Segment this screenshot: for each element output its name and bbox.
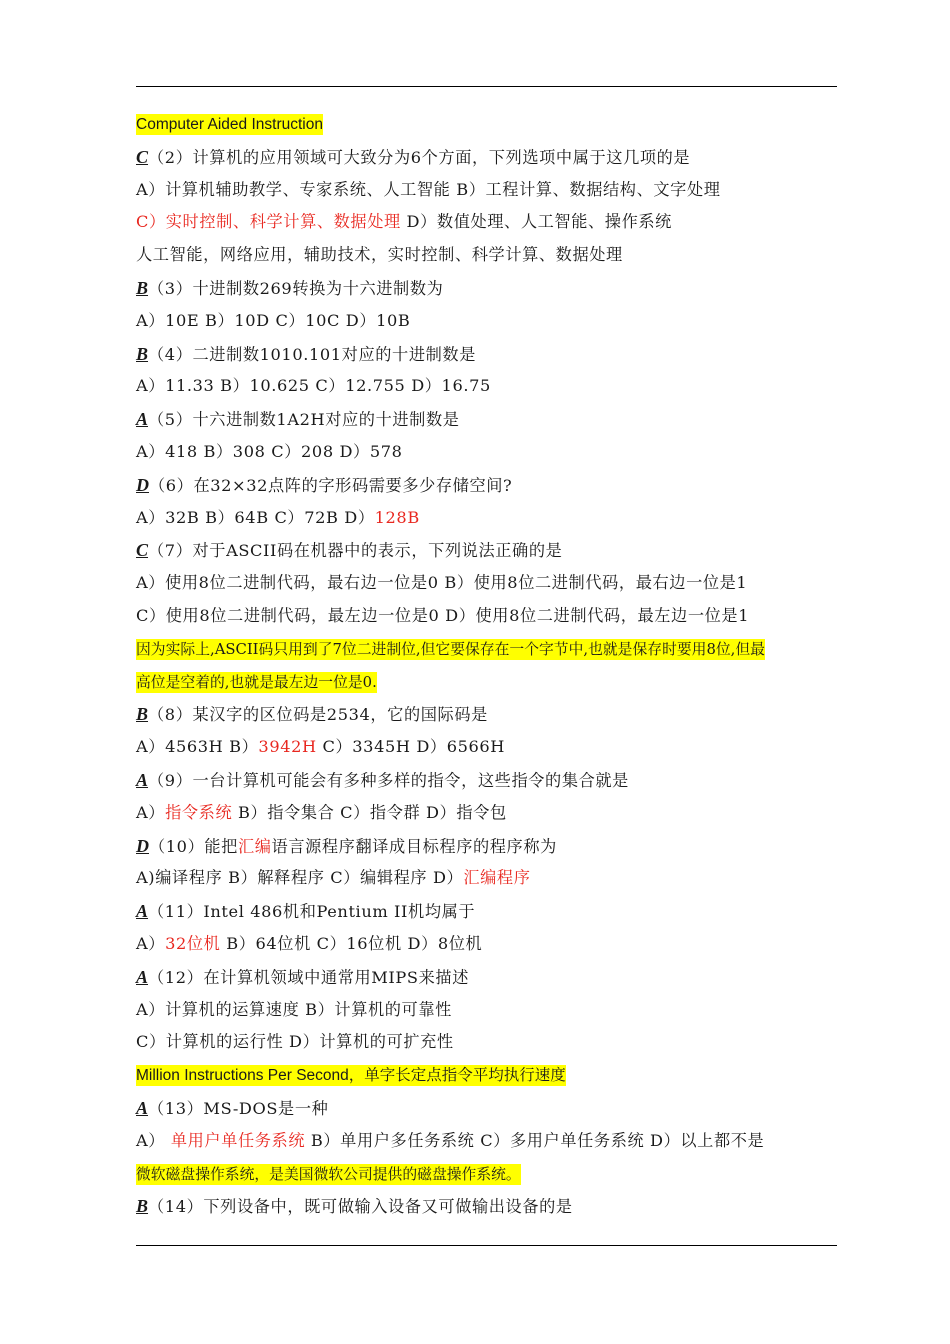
option-text: A)编译程序 B）解释程序 C）编辑程序 D） <box>136 868 464 888</box>
correct-option: 汇编程序 <box>463 868 531 888</box>
answer-letter: B <box>136 277 149 298</box>
highlight-note <box>136 108 837 141</box>
option-text: A） <box>136 933 166 953</box>
question-emphasis: 汇编 <box>237 836 272 856</box>
question-line <box>136 469 837 502</box>
question-text: （2）计算机的应用领域可大致分为6个方面，下列选项中属于这几项的是 <box>148 147 691 167</box>
question-text: （12）在计算机领域中通常用MIPS来描述 <box>148 967 469 987</box>
highlight-note <box>136 633 837 666</box>
option-text: A）计算机的运算速度 B）计算机的可靠性 <box>136 999 452 1019</box>
answer-letter: A <box>136 769 149 790</box>
option-text: A）11.33 B）10.625 C）12.755 D）16.75 <box>136 376 491 396</box>
question-line <box>136 403 837 436</box>
header-rule <box>136 86 837 87</box>
correct-option: 128B <box>374 507 420 527</box>
highlight-text: Million Instructions Per Second，单字长定点指令平均执行速度 <box>136 1067 566 1085</box>
option-line <box>136 239 837 272</box>
answer-letter: A <box>136 966 149 987</box>
answer-letter: B <box>136 343 149 364</box>
question-text: （9）一台计算机可能会有多种多样的指令，这些指令的集合就是 <box>148 770 629 790</box>
answer-letter: A <box>136 1097 149 1118</box>
correct-option: C）实时控制、科学计算、数据处理 <box>136 212 401 232</box>
answer-letter: C <box>136 146 149 167</box>
highlight-text: 微软磁盘操作系统，是美国微软公司提供的磁盘操作系统。 <box>136 1165 521 1183</box>
option-line <box>136 1125 837 1158</box>
question-text: （14）下列设备中，既可做输入设备又可做输出设备的是 <box>148 1197 573 1217</box>
option-text: D）数值处理、人工智能、操作系统 <box>400 212 672 232</box>
footer-rule <box>136 1245 837 1246</box>
highlight-text: 因为实际上,ASCII码只用到了7位二进制位,但它要保存在一个字节中,也就是保存时要用8位,但最 <box>136 640 765 658</box>
option-line <box>136 370 837 403</box>
option-text: A）使用8位二进制代码，最右边一位是0 B）使用8位二进制代码，最右边一位是1 <box>136 573 748 593</box>
option-text: A） <box>136 1130 171 1150</box>
option-text: C）使用8位二进制代码，最左边一位是0 D）使用8位二进制代码，最左边一位是1 <box>136 605 750 625</box>
answer-letter: C <box>136 540 149 561</box>
answer-letter: B <box>136 1196 149 1217</box>
option-line <box>136 797 837 830</box>
option-line <box>136 567 837 600</box>
question-line <box>136 141 837 174</box>
option-text: C）3345H D）6566H <box>316 737 506 757</box>
option-line <box>136 206 837 239</box>
option-text: A）计算机辅助教学、专家系统、人工智能 B）工程计算、数据结构、文字处理 <box>136 179 721 199</box>
option-line <box>136 862 837 895</box>
question-text: （3）十进制数269转换为十六进制数为 <box>148 278 444 298</box>
question-line <box>136 830 837 863</box>
question-text: （5）十六进制数1A2H对应的十进制数是 <box>148 410 460 430</box>
question-line <box>136 338 837 371</box>
highlight-note <box>136 666 837 699</box>
highlight-note <box>136 1158 837 1191</box>
option-text: B）64位机 C）16位机 D）8位机 <box>220 933 483 953</box>
question-line <box>136 895 837 928</box>
option-line <box>136 1026 837 1059</box>
document-body <box>136 108 837 1223</box>
highlight-note <box>136 1059 837 1092</box>
question-text: （7）对于ASCII码在机器中的表示，下列说法正确的是 <box>148 541 563 561</box>
answer-letter: D <box>136 835 149 856</box>
option-text: 人工智能，网络应用，辅助技术，实时控制、科学计算、数据处理 <box>136 245 623 265</box>
option-text: B）指令集合 C）指令群 D）指令包 <box>232 802 507 822</box>
question-text: （8）某汉字的区位码是2534，它的国际码是 <box>148 705 488 725</box>
question-line <box>136 1092 837 1125</box>
option-line <box>136 928 837 961</box>
answer-letter: A <box>136 409 149 430</box>
question-text: （13）MS-DOS是一种 <box>148 1098 329 1118</box>
highlight-text: Computer Aided Instruction <box>136 116 323 133</box>
option-line <box>136 600 837 633</box>
option-text: A）4563H B） <box>136 737 259 757</box>
option-line <box>136 994 837 1027</box>
question-text: （10）能把 <box>149 836 238 856</box>
option-text: C）计算机的运行性 D）计算机的可扩充性 <box>136 1032 454 1052</box>
question-line <box>136 764 837 797</box>
answer-letter: D <box>136 474 149 495</box>
option-text: A） <box>136 802 166 822</box>
question-line <box>136 534 837 567</box>
question-line <box>136 961 837 994</box>
question-text: （4）二进制数1010.101对应的十进制数是 <box>148 344 476 364</box>
answer-letter: B <box>136 704 149 725</box>
option-text: B）单用户多任务系统 C）多用户单任务系统 D）以上都不是 <box>305 1130 765 1150</box>
highlight-text: 高位是空着的,也就是最左边一位是0. <box>136 673 377 691</box>
option-line <box>136 305 837 338</box>
option-text: A）418 B）308 C）208 D）578 <box>136 441 403 461</box>
option-line <box>136 174 837 207</box>
question-text: （11）Intel 486机和Pentium II机均属于 <box>148 902 476 922</box>
option-text: A）32B B）64B C）72B D） <box>136 507 375 527</box>
correct-option: 指令系统 <box>165 802 233 822</box>
answer-letter: A <box>136 901 149 922</box>
option-line <box>136 502 837 535</box>
question-line <box>136 1190 837 1223</box>
question-text: （6）在32×32点阵的字形码需要多少存储空间? <box>149 475 513 495</box>
correct-option: 32位机 <box>165 933 221 953</box>
option-line <box>136 436 837 469</box>
option-line <box>136 731 837 764</box>
question-line <box>136 272 837 305</box>
correct-option: 单用户单任务系统 <box>170 1130 306 1150</box>
correct-option: 3942H <box>258 737 317 757</box>
question-line <box>136 698 837 731</box>
question-text: 语言源程序翻译成目标程序的程序称为 <box>271 836 557 856</box>
option-text: A）10E B）10D C）10C D）10B <box>136 310 411 330</box>
